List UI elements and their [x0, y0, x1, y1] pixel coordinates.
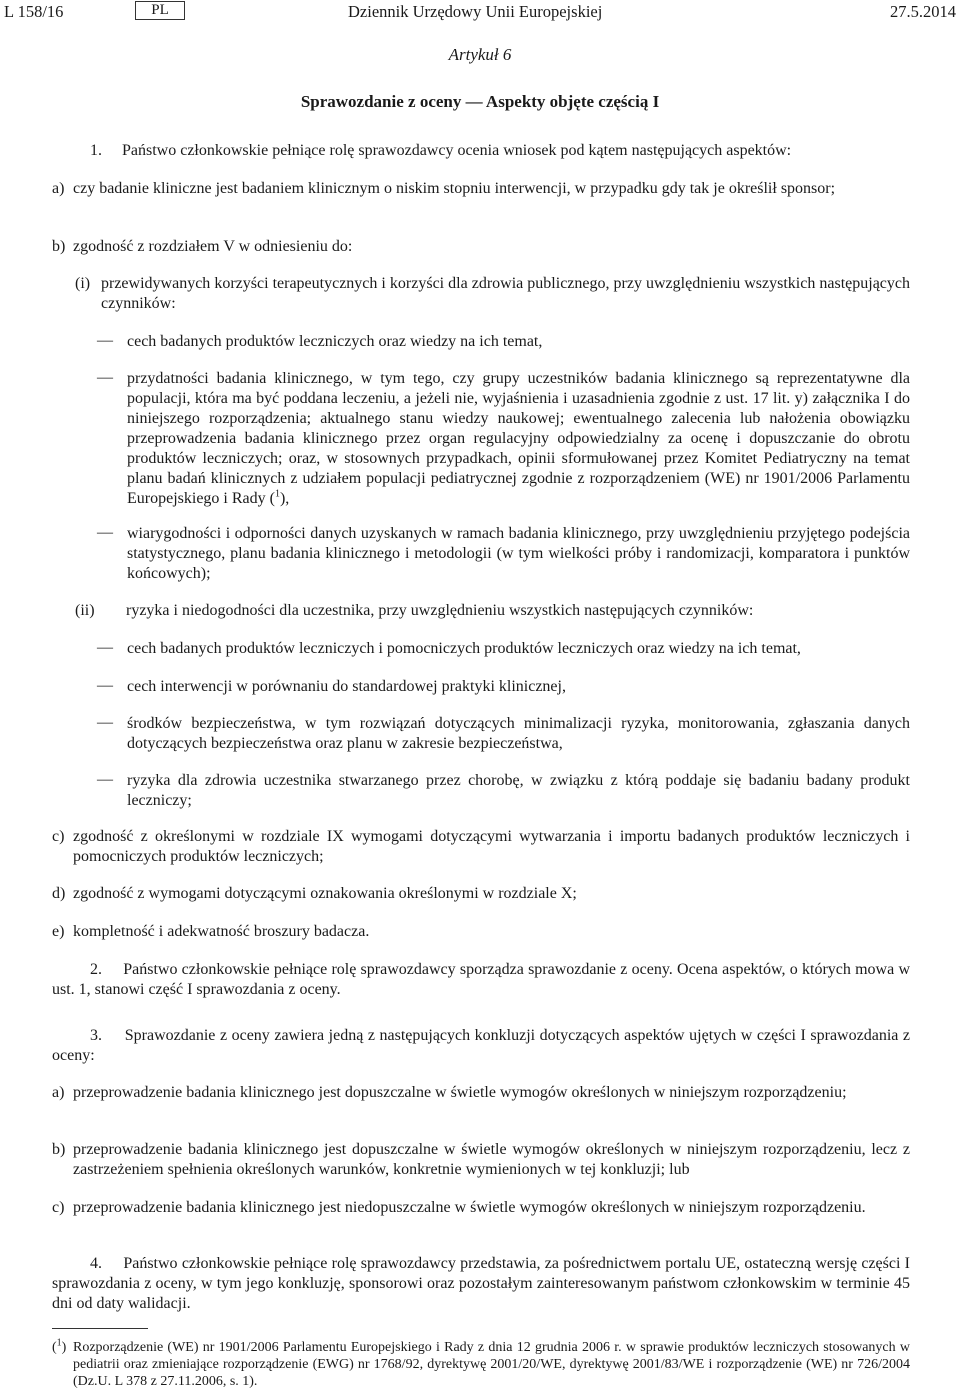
indent-item: — środków bezpieczeństwa, w tym rozwiązań dotyczących minimalizacji ryzyka, monitorowania, zgłaszania danych dotyczących bezpieczeństwa oraz planu w zakresie bezpieczeństwa,: [97, 714, 910, 752]
indent-text: ryzyka dla zdrowia uczestnika stwarzanego przez chorobę, w związku z którą poddaje się badaniu badany produkt leczniczy;: [127, 772, 910, 809]
subpoint-text: przewidywanych korzyści terapeutycznych i korzyści dla zdrowia publicznego, przy uwzględnieniu wszystkich następujących czynników:: [101, 275, 910, 312]
paragraph-text: Państwo członkowskie pełniące rolę sprawozdawcy ocenia wniosek pod kątem następujących aspektów:: [122, 142, 792, 159]
subpoint-marker: (i): [75, 275, 91, 292]
paragraph-number: 3.: [90, 1027, 102, 1044]
subpoint-ii: [75, 601, 910, 621]
paragraph-1: [52, 141, 910, 161]
point-text: przeprowadzenie badania klinicznego jest dopuszczalne w świetle wymogów określonych w niniejszym rozporządzeniu;: [73, 1084, 847, 1101]
point-text: czy badanie kliniczne jest badaniem klinicznym o niskim stopniu interwencji, w przypadku gdy tak je określił sponsor;: [73, 180, 836, 197]
journal-reference: L 158/16: [4, 2, 64, 21]
page-header: [4, 0, 956, 24]
point-text: kompletność i adekwatność broszury badacza.: [73, 923, 370, 940]
paragraph-number: 1.: [90, 142, 102, 159]
paragraph-4: [52, 1254, 910, 1314]
article-number: Artykuł 6: [448, 45, 512, 64]
subpoint-text: ryzyka i niedogodności dla uczestnika, przy uwzględnieniu wszystkich następujących czynników:: [126, 602, 754, 619]
indent-item: — ryzyka dla zdrowia uczestnika stwarzanego przez chorobę, w związku z którą poddaje się badaniu badany produkt leczniczy;: [97, 771, 910, 809]
footnote-marker: ($^1$): [52, 1337, 67, 1355]
indent-text: cech badanych produktów leczniczych i pomocniczych produktów leczniczych oraz wiedzy na ich temat,: [127, 640, 801, 657]
paragraph-number: 2.: [90, 961, 102, 978]
point-1d: [52, 884, 910, 904]
point-marker: c): [52, 1199, 65, 1216]
indent-text: przydatności badania klinicznego, w tym tego, czy grupy uczestników badania klinicznego są reprezentatywne dla populacji, która ma być poddana leczeniu, a jeżeli nie, wyjaśnienia i uzasadnienia zgodnie z ust. 17 lit. y) załącznika I do niniejszego rozporządzenia; aktualnego stanu wiedzy naukowej; ewentualnego zalecenia lub nałożenia obowiązku przeprowadzenia badania klinicznego przez organ regulacyjny odpowiedzialny za ocenę i dopuszczanie do obrotu produktów leczniczych; oraz, w stosownych przypadkach, opinii sformułowanej przez Komitet Pediatryczny na temat planu badań klinicznych z udziałem populacji pediatrycznej zgodnie z rozporządzeniem (WE) nr 1901/2006 Parlamentu Europejskiego i Rady ($^1$),: [127, 370, 910, 507]
paragraph-number: 4.: [90, 1255, 102, 1272]
point-marker: c): [52, 828, 65, 845]
footnote-separator: [52, 1328, 148, 1329]
paragraph-text: Sprawozdanie z oceny zawiera jedną z następujących konkluzji dotyczących aspektów ujętych w części I sprawozdania z oceny:: [52, 1027, 911, 1064]
point-1b: [52, 237, 910, 257]
point-1c: [52, 827, 910, 867]
point-3a: [52, 1083, 910, 1103]
point-1a: [52, 179, 910, 199]
journal-title: Dziennik Urzędowy Unii Europejskiej: [348, 2, 603, 21]
point-3c: [52, 1198, 910, 1218]
indent-text: cech badanych produktów leczniczych oraz wiedzy na ich temat,: [127, 333, 543, 350]
paragraph-text: Państwo członkowskie pełniące rolę sprawozdawcy sporządza sprawozdanie z oceny. Ocena aspektów, o których mowa w ust. 1, stanowi część I sprawozdania z oceny.: [52, 961, 911, 998]
article-title: Sprawozdanie z oceny — Aspekty objęte częścią I: [300, 92, 660, 111]
point-text: przeprowadzenie badania klinicznego jest dopuszczalne w świetle wymogów określonych w niniejszym rozporządzeniu, lecz z zastrzeżeniem spełnienia określonych warunków, konkretnie wymienionych w tej konkluzji; lub: [73, 1141, 910, 1178]
point-3b: [52, 1140, 910, 1180]
indent-item: — przydatności badania klinicznego, w tym tego, czy grupy uczestników badania klinicznego są reprezentatywne dla populacji, która ma być poddana leczeniu, a jeżeli nie, wyjaśnienia i uzasadnienia zgodnie z ust. 17 lit. y) załącznika I do niniejszego rozporządzenia; aktualnego stanu wiedzy naukowej; ewentualnego zalecenia lub nałożenia obowiązku przeprowadzenia badania klinicznego przez organ regulacyjny odpowiedzialny za ocenę i dopuszczanie do obrotu produktów leczniczych; oraz, w stosownych przypadkach, opinii sformułowanej przez Komitet Pediatryczny na temat planu badań klinicznych z udziałem populacji pediatrycznej zgodnie z rozporządzeniem (WE) nr 1901/2006 Parlamentu Europejskiego i Rady ($^1$),: [97, 369, 910, 507]
paragraph-2: [52, 960, 910, 1000]
indent-item: — cech interwencji w porównaniu do standardowej praktyki klinicznej,: [97, 677, 910, 697]
point-1e: [52, 922, 910, 942]
point-marker: a): [52, 1084, 65, 1101]
footnote: [52, 1339, 910, 1390]
point-text: przeprowadzenie badania klinicznego jest niedopuszczalne w świetle wymogów określonych w niniejszym rozporządzeniu.: [73, 1199, 866, 1216]
footnote-reference[interactable]: 1: [274, 488, 280, 500]
point-text: zgodność z określonymi w rozdziale IX wymogami dotyczącymi wytwarzania i importu badanych produktów leczniczych i pomocniczych produktów leczniczych;: [73, 828, 910, 865]
point-marker: a): [52, 180, 65, 197]
point-marker: d): [52, 885, 66, 902]
point-marker: b): [52, 238, 66, 255]
publication-date: 27.5.2014: [890, 2, 956, 21]
indent-text: wiarygodności i odporności danych uzyskanych w ramach badania klinicznego, przy uwzględnieniu przyjętego podejścia statystycznego, planu badania klinicznego i metodologii (w tym wielkości próby i randomizacji, komparatora i punktów końcowych);: [127, 525, 910, 582]
subpoint-marker: (ii): [75, 602, 95, 619]
indent-text: środków bezpieczeństwa, w tym rozwiązań dotyczących minimalizacji ryzyka, monitorowania, zgłaszania danych dotyczących bezpieczeństwa oraz planu w zakresie bezpieczeństwa,: [127, 715, 910, 752]
indent-text: cech interwencji w porównaniu do standardowej praktyki klinicznej,: [127, 678, 566, 695]
paragraph-text: Państwo członkowskie pełniące rolę sprawozdawcy przedstawia, za pośrednictwem portalu UE, ostateczną wersję części I sprawozdania z oceny, w tym jego konkluzję, sponsorowi oraz pozostałym zainteresowanym państwom członkowskim w terminie 45 dni od daty walidacji.: [52, 1255, 911, 1312]
paragraph-3: [52, 1026, 910, 1066]
indent-item: — cech badanych produktów leczniczych oraz wiedzy na ich temat,: [97, 332, 910, 352]
point-marker: b): [52, 1141, 66, 1158]
indent-item: — wiarygodności i odporności danych uzyskanych w ramach badania klinicznego, przy uwzględnieniu przyjętego podejścia statystycznego, planu badania klinicznego i metodologii (w tym wielkości próby i randomizacji, komparatora i punktów końcowych);: [97, 524, 910, 582]
footnote-text: Rozporządzenie (WE) nr 1901/2006 Parlamentu Europejskiego i Rady z dnia 12 grudnia 2006 r. w sprawie produktów leczniczych stosowanych w pediatrii oraz zmieniające rozporządzenie (EWG) nr 1768/92, dyrektywę 2001/20/WE, dyrektywę 2001/83/WE i rozporządzenie (WE) nr 726/2004 (Dz.U. L 378 z 27.11.2006, s. 1).: [73, 1340, 910, 1389]
point-text: zgodność z rozdziałem V w odniesieniu do:: [73, 238, 353, 255]
point-text: zgodność z wymogami dotyczącymi oznakowania określonymi w rozdziale X;: [73, 885, 577, 902]
indent-item: — cech badanych produktów leczniczych i pomocniczych produktów leczniczych oraz wiedzy na ich temat,: [97, 639, 910, 659]
point-marker: e): [52, 923, 65, 940]
subpoint-i: [75, 274, 910, 314]
language-badge: PL: [135, 1, 185, 20]
